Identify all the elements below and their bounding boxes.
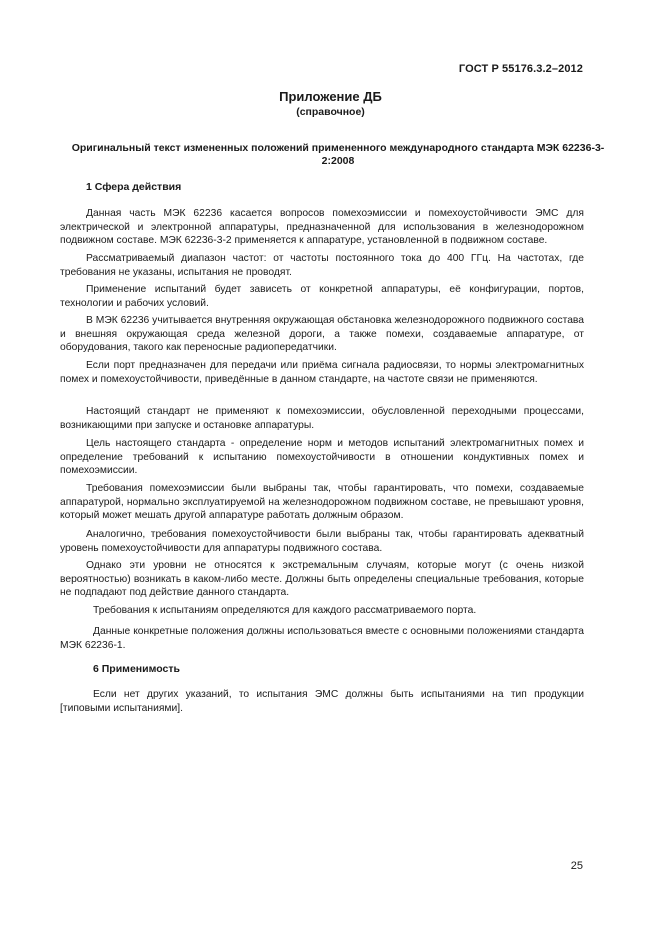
paragraph: Настоящий стандарт не применяют к помехоэмиссии, обусловленной переходными процессами, возникающими при запуске и остановке аппаратуры. bbox=[60, 406, 584, 431]
paragraph: Если нет других указаний, то испытания ЭМС должны быть испытаниями на тип продукции [типовыми испытаниями]. bbox=[60, 689, 584, 714]
paragraph: Данная часть МЭК 62236 касается вопросов помехоэмиссии и помехоустойчивости ЭМС для электрической и электронной аппаратуры, предназначенной для использования в железнодорожном подвижном составе. МЭК 62236-3-2 применяется к аппаратуре, установленной в подвижном составе. bbox=[60, 208, 584, 247]
paragraph: В МЭК 62236 учитывается внутренняя окружающая обстановка железнодорожного подвижного состава и внешняя окружающая среда железной дороги, а также помехи, создаваемые аппаратуре, от оборудования, такого как переносные радиопередатчики. bbox=[60, 315, 584, 354]
paragraph: Аналогично, требования помехоустойчивости были выбраны так, чтобы гарантировать адекватный уровень помехоустойчивости для аппаратуры подвижного состава. bbox=[60, 529, 584, 554]
paragraph: Данные конкретные положения должны использоваться вместе с основными положениями стандарта МЭК 62236-1. bbox=[60, 626, 584, 651]
paragraph: Если порт предназначен для передачи или приёма сигнала радиосвязи, то нормы электромагнитных помех и помехоустойчивости, приведённые в данном стандарте, на частоте связи не применяются. bbox=[60, 360, 584, 385]
paragraph: Требования помехоэмиссии были выбраны так, чтобы гарантировать, что помехи, создаваемые аппаратурой, нормально эксплуатируемой на железнодорожном подвижном составе, не превышают уровня, который может мешать другой аппаратуре работать должным образом. bbox=[60, 483, 584, 522]
paragraph: Однако эти уровни не относятся к экстремальным случаям, которые могут (с очень низкой вероятностью) возникать в каком-либо месте. Должны быть определены специальные требования, которые не подпадают под действие данного стандарта. bbox=[60, 560, 584, 599]
paragraph: Применение испытаний будет зависеть от конкретной аппаратуры, её конфигурации, портов, технологии и рабочих условий. bbox=[60, 284, 584, 309]
appendix-note: (справочное) bbox=[296, 106, 365, 118]
standard-code: ГОСТ Р 55176.3.2–2012 bbox=[458, 63, 583, 75]
appendix-title: Приложение ДБ bbox=[279, 89, 382, 104]
page-number: 25 bbox=[570, 860, 583, 872]
section-1-heading: 1 Сфера действия bbox=[86, 181, 182, 193]
paragraph: Требования к испытаниям определяются для каждого рассматриваемого порта. bbox=[93, 605, 477, 616]
section-6-heading: 6 Применимость bbox=[93, 663, 180, 675]
paragraph: Рассматриваемый диапазон частот: от частоты постоянного тока до 400 ГГц. На частотах, где требования не указаны, испытания не проводят. bbox=[60, 253, 584, 278]
original-text-title: Оригинальный текст измененных положений примененного международного стандарта МЭК 62236-3-2:2008 bbox=[71, 142, 605, 167]
paragraph: Цель настоящего стандарта - определение норм и методов испытаний электромагнитных помех и определение требований к испытанию помехоустойчивости в отношении кондуктивных помех и помехоэмиссии. bbox=[60, 438, 584, 477]
